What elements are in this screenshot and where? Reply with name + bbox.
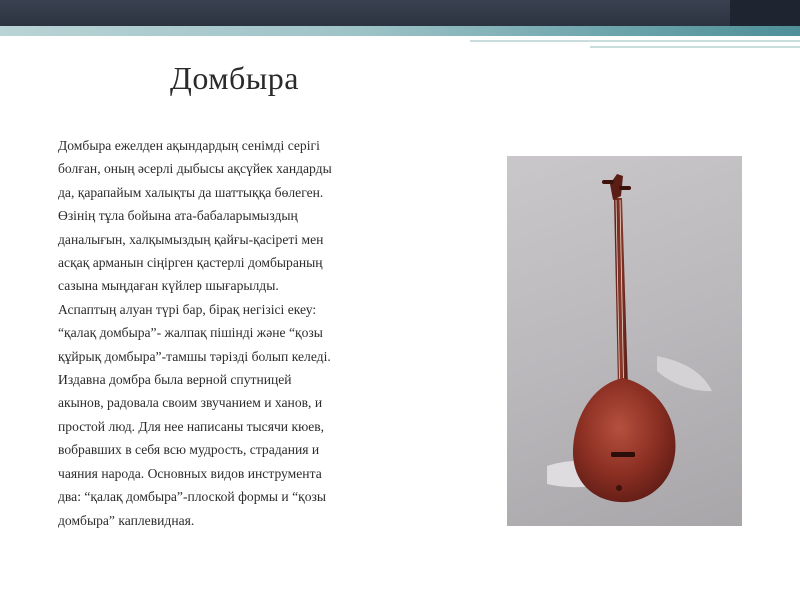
slide-body-text	[58, 134, 418, 532]
body-line: простой люд. Для нее написаны тысячи кюев,	[58, 418, 325, 434]
body-line: Өзінің тұла бойына ата-бабаларымыздың	[58, 208, 298, 224]
body-line: “қалақ домбыра”- жалпақ пішінді және “қозы	[58, 325, 323, 341]
dombra-illustration	[507, 156, 742, 526]
header-accent-band	[0, 26, 800, 36]
dombra-body	[573, 378, 675, 502]
body-line: Аспаптың алуан түрі бар, бірақ негізісі екеу:	[58, 301, 317, 317]
body-line: домбыра” каплевидная.	[58, 512, 195, 528]
header-bar-dark-end	[730, 0, 800, 26]
header-accent-line	[470, 40, 800, 42]
body-line: болған, оның әсерлі дыбысы ақсүйек хандарды	[58, 161, 332, 177]
body-line: два: “қалақ домбыра”-плоской формы и “қозы	[58, 489, 327, 505]
header-accent-line-short	[590, 46, 800, 48]
body-line: сазына мыңдаған күйлер шығарылды.	[58, 278, 279, 294]
body-line: Домбыра ежелден ақындардың сенімді серігі	[58, 138, 320, 153]
dombra-tailpiece	[616, 485, 622, 491]
body-line: вобравших в себя всю мудрость, страдания и	[58, 442, 320, 458]
body-line: Издавна домбра была верной спутницей	[58, 372, 292, 388]
hand-upper-shape	[657, 356, 712, 391]
body-line: чаяния народа. Основных видов инструмента	[58, 465, 322, 481]
body-line: асқақ арманын сіңірген қастерлі домбыраның	[58, 255, 323, 271]
dombra-photo	[507, 156, 742, 526]
dombra-bridge	[611, 452, 635, 457]
tuning-peg-right	[619, 186, 631, 190]
tuning-peg-left	[602, 180, 614, 184]
header-bar	[0, 0, 800, 26]
body-line: даналығын, халқымыздың қайғы-қасіреті мен	[58, 231, 324, 247]
slide-title: Домбыра	[170, 60, 299, 96]
dombra-neck	[614, 198, 628, 388]
body-line: да, қарапайым халықты да шаттыққа бөлеген.	[58, 184, 324, 200]
body-line: акынов, радовала своим звучанием и ханов, и	[58, 395, 323, 411]
body-line: құйрық домбыра”-тамшы тәрізді болып келеді.	[58, 348, 331, 364]
